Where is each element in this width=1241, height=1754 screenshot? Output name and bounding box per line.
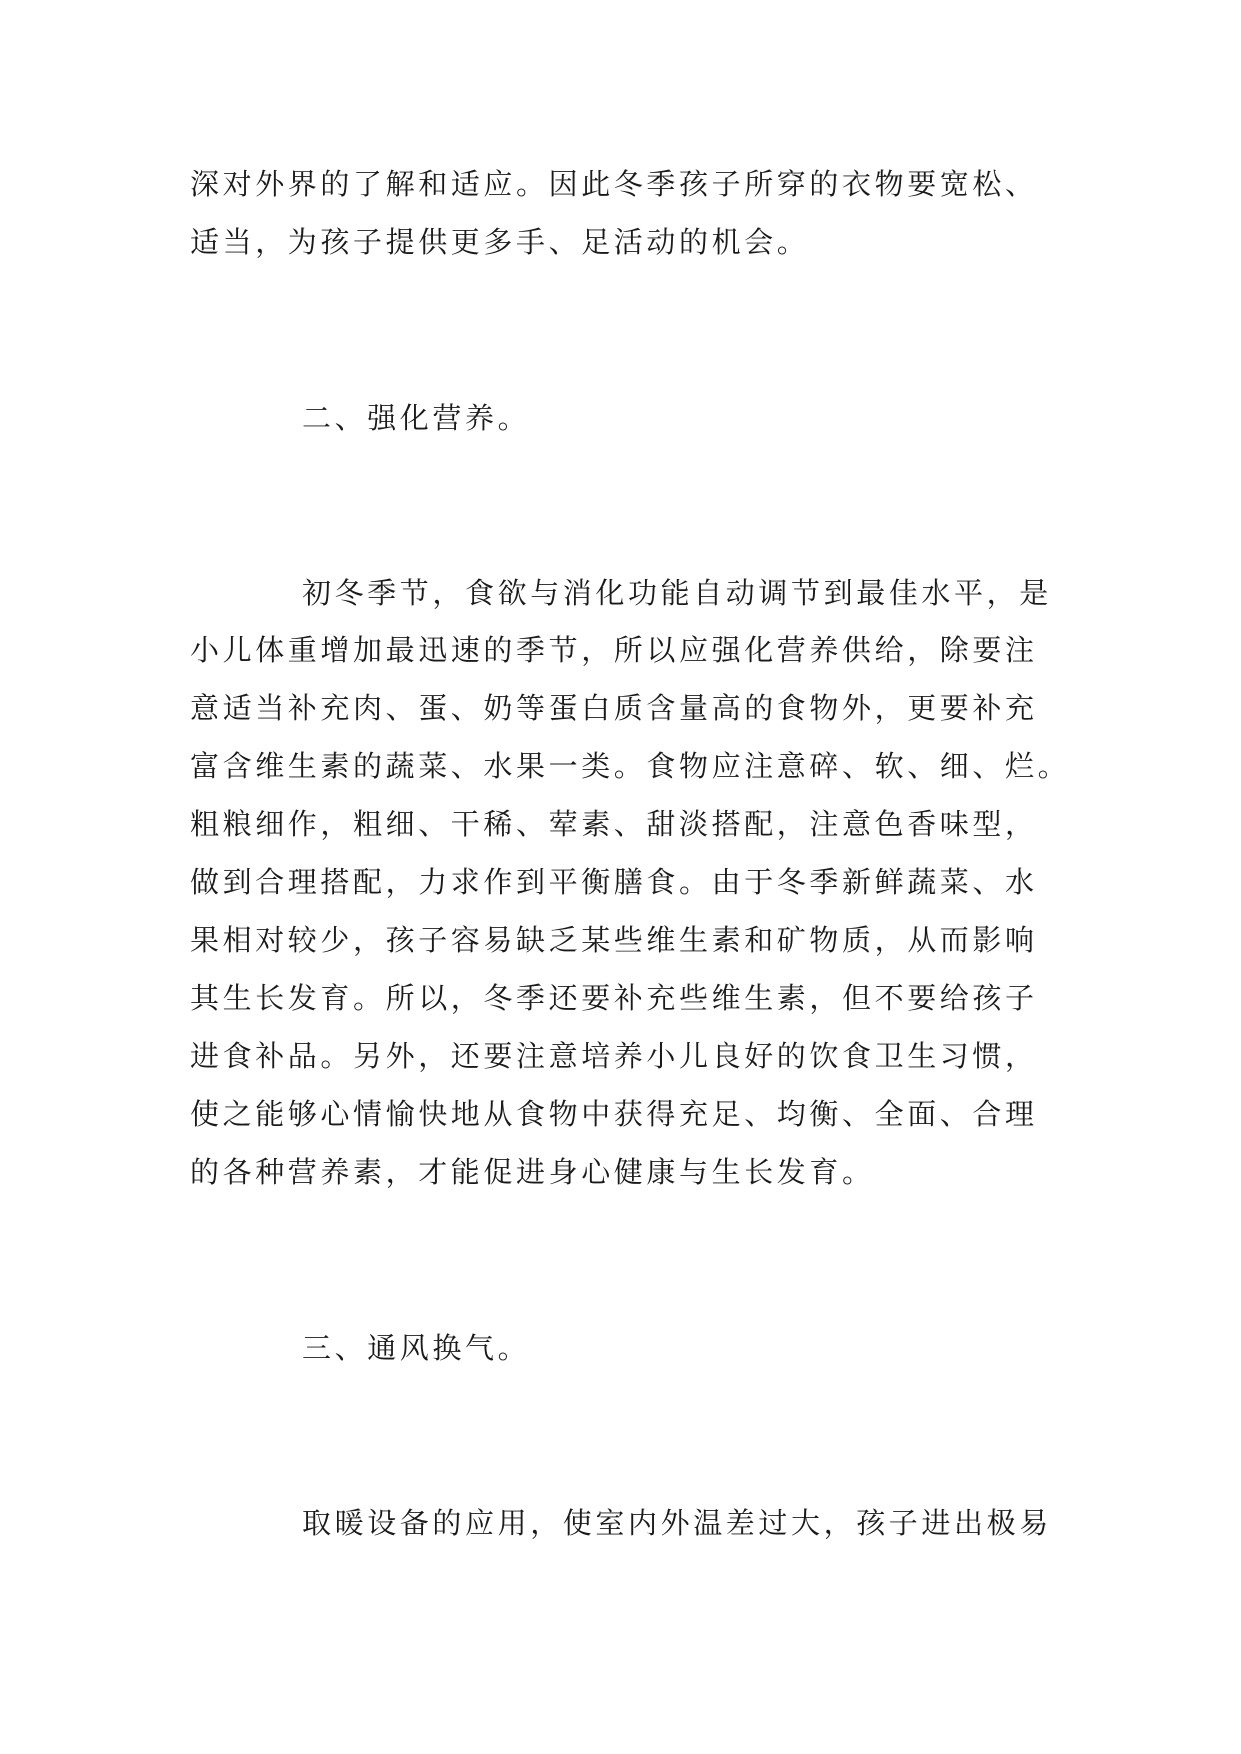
paragraph2-line-3: 意适当补充肉、蛋、奶等蛋白质含量高的食物外，更要补充 <box>190 691 1038 725</box>
paragraph2-line-8: 其生长发育。所以，冬季还要补充些维生素，但不要给孩子 <box>190 981 1038 1015</box>
paragraph1-line-2: 适当，为孩子提供更多手、足活动的机会。 <box>190 225 810 259</box>
paragraph2-line-5: 粗粮细作，粗细、干稀、荤素、甜淡搭配，注意色香味型， <box>190 807 1038 841</box>
section-heading-nutrition: 二、强化营养。 <box>302 401 531 435</box>
paragraph2-line-1: 初冬季节，食欲与消化功能自动调节到最佳水平，是 <box>302 576 1052 610</box>
paragraph2-line-10: 使之能够心情愉快地从食物中获得充足、均衡、全面、合理 <box>190 1097 1038 1131</box>
paragraph2-line-6: 做到合理搭配，力求作到平衡膳食。由于冬季新鲜蔬菜、水 <box>190 865 1038 899</box>
paragraph2-line-7: 果相对较少，孩子容易缺乏某些维生素和矿物质，从而影响 <box>190 923 1038 957</box>
paragraph1-line-1: 深对外界的了解和适应。因此冬季孩子所穿的衣物要宽松、 <box>190 167 1038 201</box>
paragraph2-line-4: 富含维生素的蔬菜、水果一类。食物应注意碎、软、细、烂。 <box>190 749 1071 783</box>
paragraph2-line-2: 小儿体重增加最迅速的季节，所以应强化营养供给，除要注 <box>190 633 1038 667</box>
paragraph2-line-11: 的各种营养素，才能促进身心健康与生长发育。 <box>190 1155 875 1189</box>
paragraph2-line-9: 进食补品。另外，还要注意培养小儿良好的饮食卫生习惯， <box>190 1039 1038 1073</box>
section-heading-ventilation: 三、通风换气。 <box>302 1331 531 1365</box>
paragraph3-line-1: 取暖设备的应用，使室内外温差过大，孩子进出极易 <box>302 1506 1052 1540</box>
